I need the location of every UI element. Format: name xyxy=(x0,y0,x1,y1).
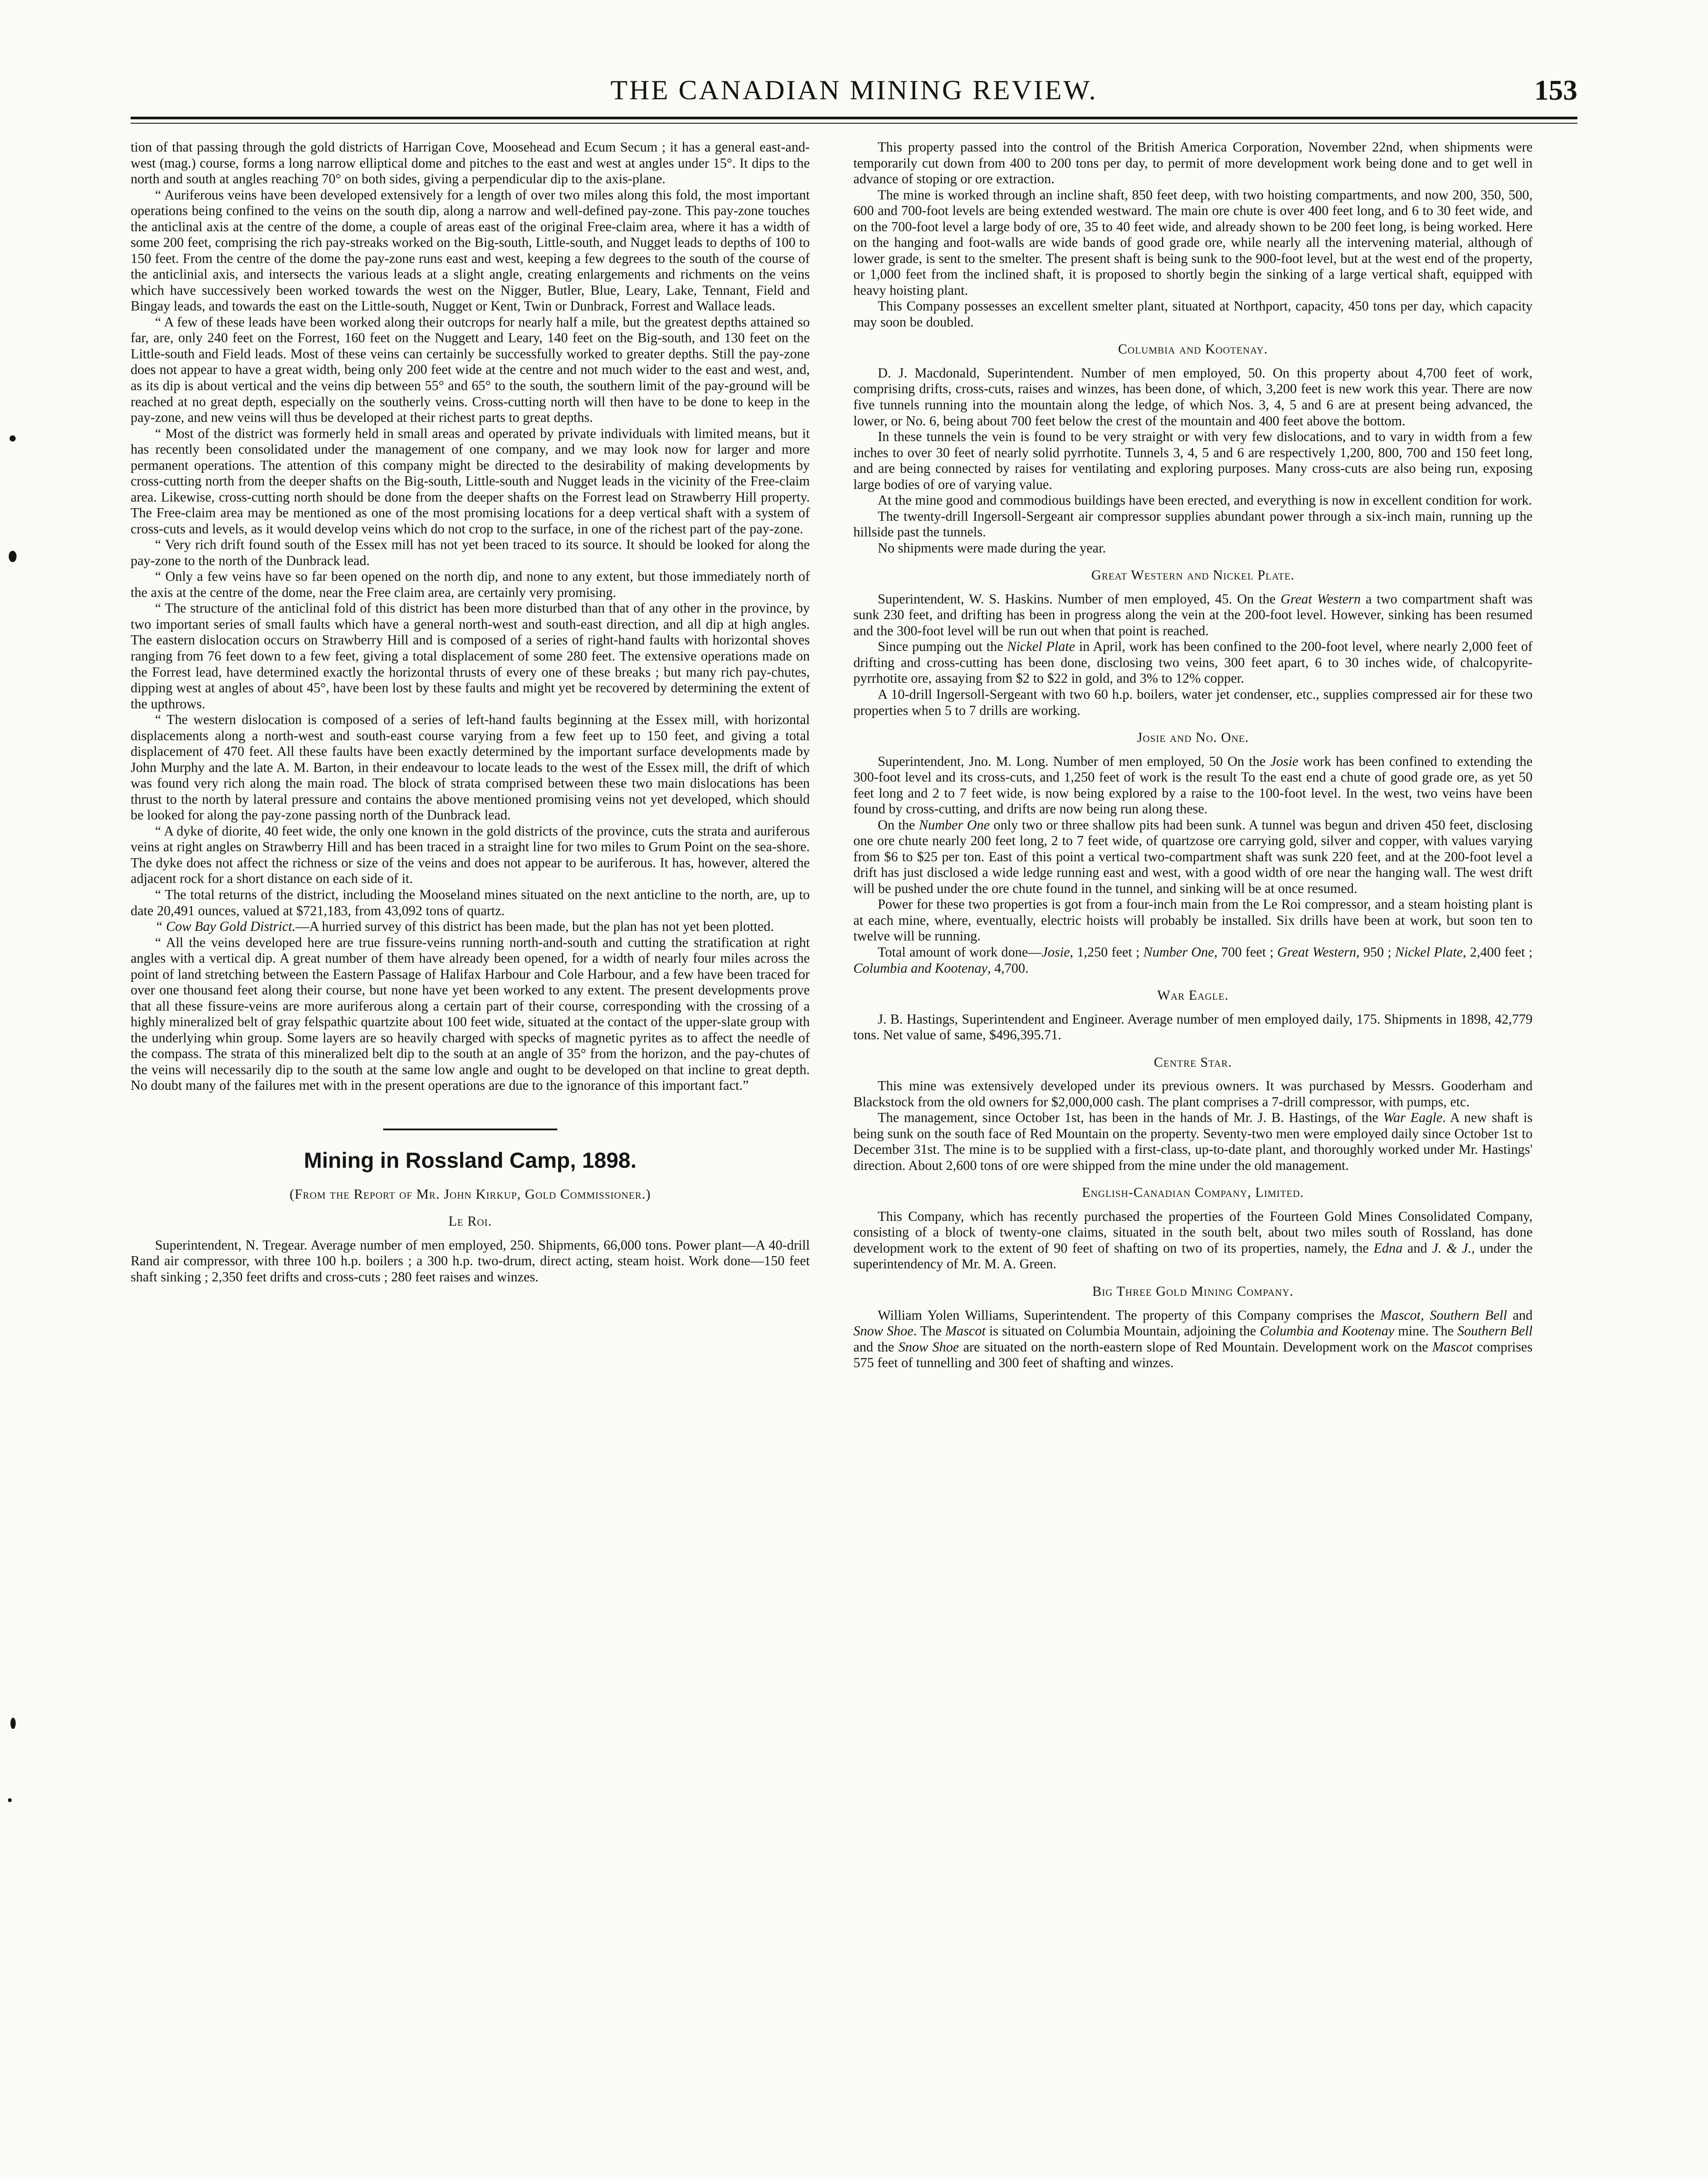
paragraph: D. J. Macdonald, Superintendent. Number of men employed, 50. On this property about 4,700 feet of work, comprising drifts, cross-cuts, raises and winzes, has been done, of which, 3,200 feet is new work this year. There are now five tunnels running into the mountain along the ledge, of which Nos. 3, 4, 5 and 6 are at present being advanced, the lower, or No. 6, being about 700 feet below the crest of the mountain and 400 feet above the bottom. xyxy=(853,365,1533,428)
paragraph: “ Only a few veins have so far been opened on the north dip, and none to any extent, but those immediately north of the axis at the centre of the dome, near the Free claim area, are certainly very promising. xyxy=(131,569,810,600)
article-source: (From the Report of Mr. John Kirkup, Gold Commissioner.) xyxy=(290,1186,651,1202)
page-number: 153 xyxy=(1534,74,1577,106)
section-heading-big-three: Big Three Gold Mining Company. xyxy=(1092,1284,1294,1299)
paragraph: “ All the veins developed here are true fissure-veins running north-and-south and cutting the stratification at right angles with a vertical dip. A great number of them have already been opened, for a width of nearly four miles across the point of land stretching between the Eastern Passage of Halifax Harbour and Cole Harbour, and a few have been traced for over one thousand feet along their course, but none have yet been worked to any extent. The present developments prove that all these fissure-veins are more auriferous along a certain part of their course, corresponding with the crossing of a highly mineralized belt of gray felspathic quartzite about 100 feet wide, situated at the contact of the upper-slate group with the underlying whin group. Some layers are so heavily charged with specks of magnetic pyrites as to affect the needle of the compass. The strata of this mineralized belt dip to the south at an angle of 35° from the horizon, and the pay-chutes of the veins will necessarily dip to the south at the same low angle and ought to be developed on that incline to great depth. No doubt many of the failures met with in the present operations are due to the ignorance of this important fact.” xyxy=(131,934,810,1093)
text-run: is situated on Columbia Mountain, adjoining the xyxy=(985,1323,1260,1339)
italic-run: Columbia and Kootenay xyxy=(1260,1323,1395,1339)
text-run: are situated on the north-eastern slope of Red Mountain. Development work on the xyxy=(959,1339,1432,1355)
text-run: The management, since October 1st, has been in the hands of Mr. J. B. Hastings, of the xyxy=(878,1110,1383,1126)
text-run: and the xyxy=(853,1339,899,1355)
paragraph: This mine was extensively developed under its previous owners. It was purchased by Messrs. Gooderham and Blackstock from the old owners for $2,000,000 cash. The plant comprises a 7-drill compressor, with pumps, etc. xyxy=(853,1078,1533,1109)
text-run: —A hurried survey of this district has been made, but the plan has not yet been plotted. xyxy=(295,919,774,934)
text-run: only two or three shallow pits had been sunk. A tunnel was begun and driven 450 feet, disclosing one ore chute nearly 200 feet long, 2 to 7 feet wide, of quartzose ore carrying gold, silver and copper, with values varying from $6 to $25 per ton. East of this point a vertical two-compartment shaft was sunk 220 feet, and at the 200-foot level a drift has just disclosed a wide ledge running east and west, with a good width of ore near the hanging wall. The west drift will be pushed under the ore chute found in the tunnel, and sinking will be at once resumed. xyxy=(853,817,1533,896)
paragraph: At the mine good and commodious buildings have been erected, and everything is now in excellent condition for work. xyxy=(878,492,1532,508)
text-run: . A new shaft is being sunk on the south face of Red Mountain on the property. Seventy-two men were employed daily since October 1st to December 31st. The mine is to be supplied with a first-class, up-to-date plant, and thoroughly worked under Mr. Hastings' direction. About 2,600 tons of ore were shipped from the mine under the old management. xyxy=(853,1110,1533,1173)
paragraph: The twenty-drill Ingersoll-Sergeant air compressor supplies abundant power through a six-inch main, running up the hillside past the tunnels. xyxy=(853,508,1533,540)
paragraph xyxy=(853,817,1533,897)
italic-run: Snow Shoe xyxy=(853,1323,913,1339)
text-run: . The xyxy=(913,1323,945,1339)
text-run: , under the superintendency of Mr. M. A. Green. xyxy=(853,1240,1533,1272)
paragraph: In these tunnels the vein is found to be very straight or with very few dislocations, and to vary in width from a few inches to over 30 feet of nearly solid pyrrhotite. Tunnels 3, 4, 5 and 6 are respectively 1,200, 800, 700 and 150 feet long, and are being connected by raises for ventilating and exploring purposes. Many cross-cuts are also being run, exposing large bodies of ore of varying value. xyxy=(853,429,1533,492)
section-heading-le-roi: Le Roi. xyxy=(448,1213,492,1229)
section-heading-centre-star: Centre Star. xyxy=(1154,1054,1232,1070)
paragraph: This Company possesses an excellent smelter plant, situated at Northport, capacity, 450 tons per day, which capacity may soon be doubled. xyxy=(853,298,1533,330)
paragraph xyxy=(853,754,1533,817)
margin-speck xyxy=(10,435,16,441)
italic-run: “ Cow Bay Gold District. xyxy=(155,919,296,934)
italic-run: War Eagle xyxy=(1383,1110,1443,1126)
paragraph: “ The western dislocation is composed of a series of left-hand faults beginning at the Essex mill, with horizontal displacements along a north-west and south-east course varying from a few feet up to 150 feet, and giving a total displacement of 470 feet. All these faults have been exactly determined by the important surface developments made by John Murphy and the late A. M. Barton, in their endeavour to locate leads to the west of the Essex mill, the drift of which was found very rich along the main road. The block of strata comprised between these two main dislocations has been thrust to the north by lateral pressure and contains the above mentioned promising veins not yet developed, which should be looked for along the pay-zone passing north of the Dunbrack lead. xyxy=(131,712,810,823)
italic-run: Mascot xyxy=(1432,1339,1473,1355)
text-run: Superintendent, W. S. Haskins. Number of men employed, 45. On the xyxy=(878,591,1281,607)
paragraph xyxy=(853,1209,1533,1272)
right-column xyxy=(853,139,1533,1371)
section-heading-war-eagle: War Eagle. xyxy=(1157,987,1229,1003)
text-run: , 4,700. xyxy=(987,960,1029,976)
paragraph: “ Very rich drift found south of the Essex mill has not yet been traced to its source. It should be looked for along the pay-zone to the north of the Dunbrack lead. xyxy=(131,537,810,568)
italic-run: Josie xyxy=(1270,753,1299,769)
page-header xyxy=(131,65,1577,118)
paragraph: A 10-drill Ingersoll-Sergeant with two 60 h.p. boilers, water jet condenser, etc., supplies compressed air for these two properties when 5 to 7 drills are working. xyxy=(853,687,1533,718)
italic-run: Josie xyxy=(1041,944,1070,960)
italic-run: Great Western xyxy=(1277,944,1356,960)
paragraph xyxy=(131,919,810,935)
text-run: Total amount of work done— xyxy=(878,944,1042,960)
paragraph: tion of that passing through the gold districts of Harrigan Cove, Moosehead and Ecum Secum ; it has a general east-and-west (mag.) course, forms a long narrow elliptical dome and pitches to the east and west at angles under 15°. It dips to the north and south at angles reaching 70° on both sides, giving a perpendicular dip to the axis-plane. xyxy=(131,139,810,187)
paragraph: Superintendent, N. Tregear. Average number of men employed, 250. Shipments, 66,000 tons. Power plant—A 40-drill Rand air compressor, with three 100 h.p. boilers ; a 300 h.p. two-drum, direct acting, steam hoist. Work done—150 feet shaft sinking ; 2,350 feet drifts and cross-cuts ; 280 feet raises and winzes. xyxy=(131,1237,810,1284)
italic-run: Columbia and Kootenay xyxy=(853,960,987,976)
italic-run: Number One xyxy=(919,817,990,832)
italic-run: Southern Bell xyxy=(1457,1323,1533,1339)
text-run: comprises 575 feet of tunnelling and 300 feet of shafting and winzes. xyxy=(853,1339,1533,1371)
italic-run: Great Western xyxy=(1280,591,1361,607)
text-run: This Company, which has recently purchased the properties of the Fourteen Gold Mines Consolidated Company, consisting of a block of twenty-one claims, situated in the south belt, about two miles south of Rossland, has done development work to the extent of 90 feet of shafting on two of its properties, namely, the xyxy=(853,1208,1533,1256)
header-rule-thin xyxy=(131,123,1577,124)
italic-run: Mascot, Southern Bell xyxy=(1380,1307,1507,1323)
text-run: work has been confined to extending the 300-foot level and its cross-cuts, and 1,250 feet of work is the result To the east end a chute of good grade ore, as yet 50 feet long and 2 to 7 feet wide, is now being explored by a raise to the 100-foot level. In the west, two veins have been found by cross-cutting, and drifts are now being run along these. xyxy=(853,753,1533,817)
paragraph xyxy=(853,639,1533,687)
italic-run: Nickel Plate xyxy=(1395,944,1463,960)
text-run: , 1,250 feet ; xyxy=(1070,944,1144,960)
section-heading-josie: Josie and No. One. xyxy=(1137,730,1249,745)
text-run: On the xyxy=(878,817,919,832)
paragraph xyxy=(853,1308,1533,1371)
paragraph: The mine is worked through an incline shaft, 850 feet deep, with two hoisting compartments, and now 200, 350, 500, 600 and 700-foot levels are being extended westward. The main ore chute is over 400 feet long, and 6 to 30 feet wide, and on the 700-foot level a large body of ore, 35 to 40 feet wide, and already shown to be 200 feet long, is being worked. Here on the hanging and foot-walls are wide bands of good grade ore, while nearly all the intervening material, although of lower grade, is sent to the smelter. The present shaft is being sunk to the 900-foot level, but at the west end of the property, or 1,000 feet from the inclined shaft, it is proposed to shortly begin the sinking of a large vertical shaft, equipped with heavy hoisting plant. xyxy=(853,187,1533,298)
header-rule xyxy=(131,117,1577,119)
section-heading-columbia-kootenay: Columbia and Kootenay. xyxy=(1118,341,1268,357)
text-run: in April, work has been confined to the 200-foot level, where nearly 2,000 feet of drifting and cross-cutting has been done, disclosing two veins, 300 feet apart, 6 to 30 inches wide, of chalcopyrite-pyrrhotite ore, assaying from $2 to $22 in gold, and 3% to 12% copper. xyxy=(853,639,1533,686)
paragraph: “ The structure of the anticlinal fold of this district has been more disturbed than that of any other in the province, by two important series of small faults which have a general north-west and south-east direction, and all dip at high angles. The eastern dislocation occurs on Strawberry Hill and is composed of a series of right-hand faults with horizontal shoves ranging from 76 feet down to a few feet, giving a total displacement of some 280 feet. The extensive operations made on the Forrest lead, have determined exactly the horizontal thrusts of every one of these breaks ; but many rich pay-chutes, dipping west at angles of about 45°, have been lost by these faults and might yet be recovered by determining the extent of the upthrows. xyxy=(131,600,810,711)
paragraph: Power for these two properties is got from a four-inch main from the Le Roi compressor, and a steam hoisting plant is at each mine, where, eventually, electric hoists will probably be installed. Six drills have been at work, but soon ten to twelve will be running. xyxy=(853,896,1533,944)
italic-run: Edna xyxy=(1373,1240,1403,1256)
article-title: Mining in Rossland Camp, 1898. xyxy=(303,1148,637,1173)
journal-title: THE CANADIAN MINING REVIEW. xyxy=(610,74,1098,105)
text-run: , 2,400 feet ; xyxy=(1462,944,1533,960)
margin-speck xyxy=(9,551,17,562)
italic-run: Mascot xyxy=(945,1323,986,1339)
text-run: , 950 ; xyxy=(1356,944,1395,960)
text-run: a two compartment shaft was sunk 230 feet, and drifting has been in progress along the vein at the 200-foot level. However, sinking has been resumed and the 300-foot level will be run out when that point is reached. xyxy=(853,591,1533,638)
paragraph: J. B. Hastings, Superintendent and Engineer. Average number of men employed daily, 175. Shipments in 1898, 42,779 tons. Net value of same, $496,395.71. xyxy=(853,1011,1533,1043)
text-run: and xyxy=(1507,1307,1533,1323)
margin-speck xyxy=(10,1718,16,1729)
paragraph: This property passed into the control of the British America Corporation, November 22nd, when shipments were temporarily cut down from 400 to 200 tons per day, to permit of more development work being done and to get well in advance of stoping or ore extraction. xyxy=(853,139,1533,187)
text-run: William Yolen Williams, Superintendent. The property of this Company comprises the xyxy=(878,1307,1381,1323)
paragraph xyxy=(853,1110,1533,1173)
paragraph: “ A dyke of diorite, 40 feet wide, the only one known in the gold districts of the province, cuts the strata and auriferous veins at right angles on Strawberry Hill and has been traced in a straight line for two miles to Grum Point on the sea-shore. The dyke does not affect the richness or size of the veins and does not appear to be auriferous. It has, however, altered the adjacent rock for a short distance on each side of it. xyxy=(131,823,810,886)
margin-speck xyxy=(8,1798,12,1802)
text-run: , 700 feet ; xyxy=(1214,944,1277,960)
paragraph: “ A few of these leads have been worked along their outcrops for nearly half a mile, but the greatest depths attained so far, are, only 240 feet on the Forrest, 160 feet on the Nuggett and Leary, 140 feet on the Big-south, and 130 feet on the Little-south and Field leads. Most of these veins can certainly be successfully worked to greater depths. Still the pay-zone does not appear to have a great width, being only 200 feet wide at the centre and not much wider to the east and west, and, as its dip is about vertical and the veins dip between 55° and 65° to the south, the southern limit of the pay-ground will be reached at no great depth, especially on the southerly veins. Cross-cutting north will then have to be done to keep in the pay-zone, and new veins will thus be developed at their richest parts to great depths. xyxy=(131,314,810,425)
paragraph xyxy=(853,591,1533,639)
text-run: Superintendent, Jno. M. Long. Number of men employed, 50 On the xyxy=(878,753,1270,769)
section-heading-great-western: Great Western and Nickel Plate. xyxy=(1091,567,1295,583)
italic-run: Number One xyxy=(1143,944,1214,960)
paragraph: “ Most of the district was formerly held in small areas and operated by private individuals with limited means, but it has recently been consolidated under the management of one company, and we may look now for larger and more permanent operations. The attention of this company might be directed to the desirability of making developments by cross-cutting north from the deeper shafts on the Big-south, Little-south and Nugget leads in the vicinity of the Free-claim area. Likewise, cross-cutting north should be done from the deeper shafts on the Forrest lead on Strawberry Hill property. The Free-claim area may be mentioned as one of the most promising locations for a deep vertical shaft with a system of cross-cuts and levels, as it would develop veins which do not crop to the surface, in one of the richest part of the pay-zone. xyxy=(131,425,810,536)
italic-run: J. & J. xyxy=(1432,1240,1472,1256)
text-run: mine. The xyxy=(1394,1323,1458,1339)
text-run: Since pumping out the xyxy=(878,639,1007,654)
italic-run: Snow Shoe xyxy=(898,1339,959,1355)
section-divider xyxy=(383,1129,557,1130)
paragraph: “ Auriferous veins have been developed extensively for a length of over two miles along this fold, the most important operations being confined to the veins on the south dip, along a narrow and well-defined pay-zone. This pay-zone touches the anticlinal axis at the centre of the dome, a couple of areas east of the original Free-claim area, where it has a width of some 200 feet, comprising the rich pay-streaks worked on the Big-south, Little-south, and Nugget leads to depths of 100 to 150 feet. From the centre of the dome the pay-zone runs east and west, keeping a few degrees to the south of the course of the anticlinial axis, and intersects the various leads at a slight angle, creating enlargements and richments on the veins which have successively been worked towards the west on the Nigger, Butler, Blue, Leary, Lake, Tennant, Field and Bingay leads, and towards the east on the Little-south, Nugget or Kent, Twin or Dunbrack, Forrest and Wallace leads. xyxy=(131,187,810,314)
text-run: and xyxy=(1402,1240,1432,1256)
section-heading-english-canadian: English-Canadian Company, Limited. xyxy=(1081,1185,1304,1200)
paragraph xyxy=(853,944,1533,976)
italic-run: Nickel Plate xyxy=(1007,639,1075,654)
paragraph: No shipments were made during the year. xyxy=(878,540,1106,556)
left-column xyxy=(131,139,810,1285)
paragraph: “ The total returns of the district, including the Mooseland mines situated on the next anticline to the north, are, up to date 20,491 ounces, valued at $721,183, from 43,092 tons of quartz. xyxy=(131,886,810,918)
